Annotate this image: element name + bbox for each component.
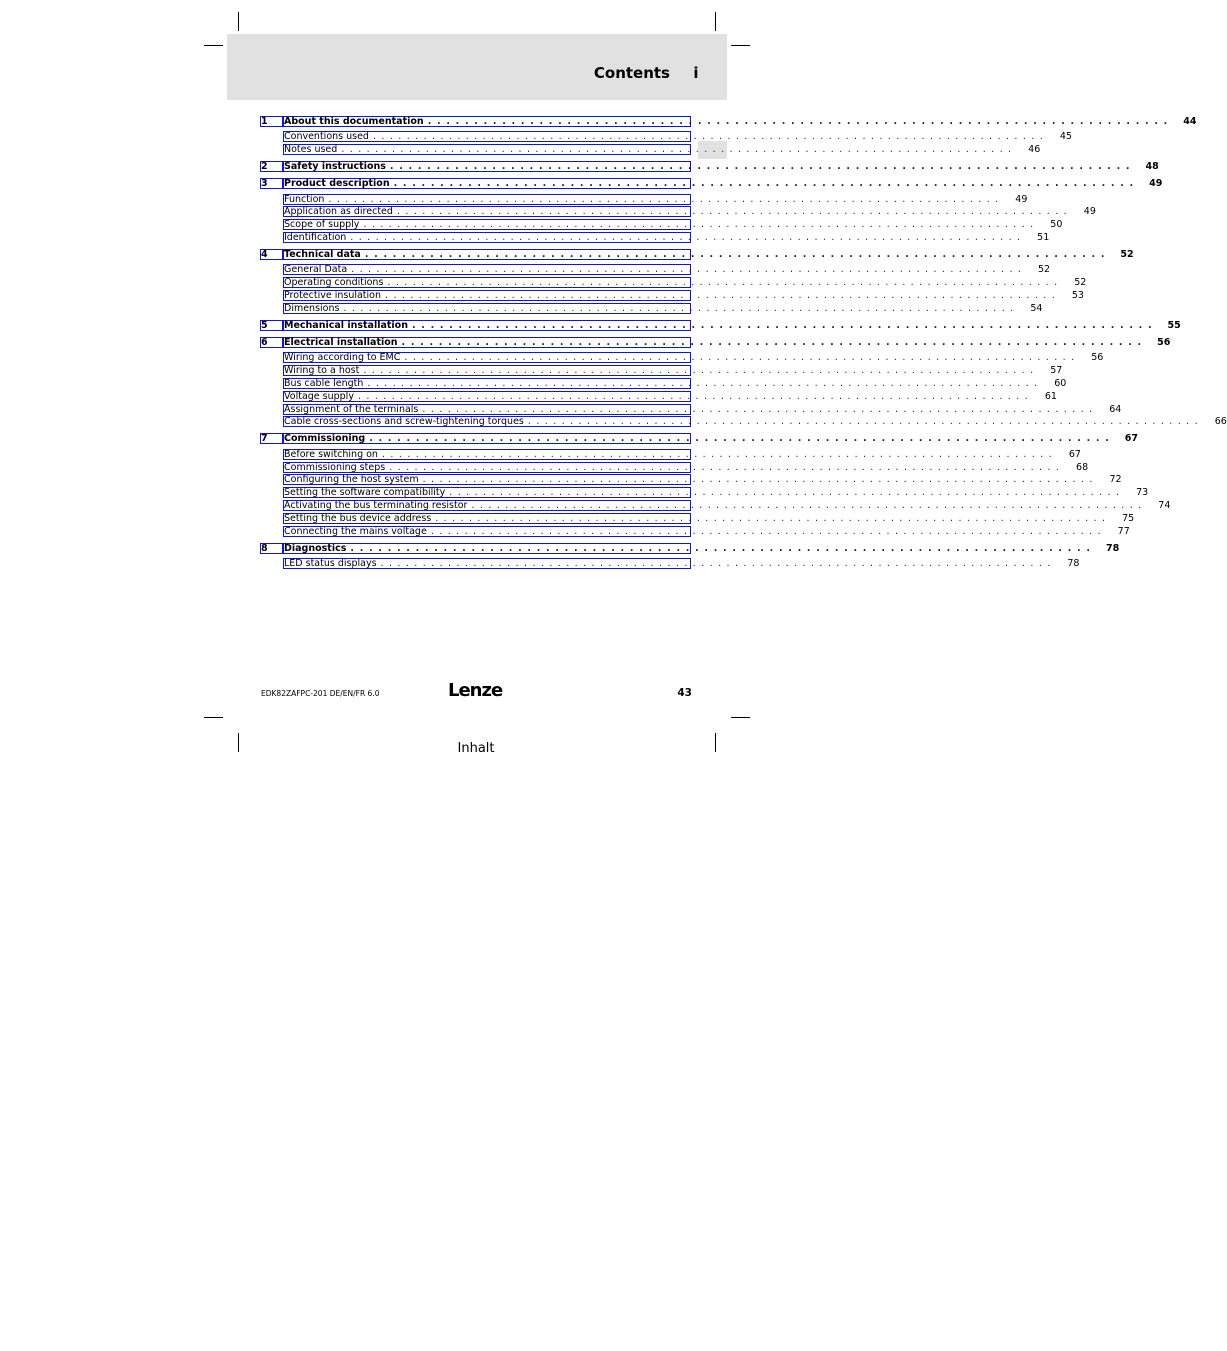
section-number[interactable]: 2	[260, 161, 283, 172]
toc-item-page: 64	[1109, 403, 1122, 415]
toc-item-title: Wiring to a host	[284, 365, 360, 377]
dot-leader: . . . . . . . . . . . . . . . . . . . . . . . . . . . . . . . . . . . . . . . . . . . . . . . . . . . . . . . . . . . . . . . . . . . . . . . . . . . . . . . .	[389, 461, 1061, 473]
toc-section-title: Technical data	[284, 249, 361, 261]
toc-item-title: Voltage supply	[284, 390, 354, 402]
toc-item-title: Setting the software compatibility	[284, 487, 446, 499]
page-number: 43	[677, 687, 692, 699]
toc-section-title: Safety instructions	[284, 161, 386, 173]
toc-item-title: Setting the bus device address	[284, 512, 432, 524]
toc-item[interactable]	[283, 206, 1096, 218]
toc-item-title: Assignment of the terminals	[284, 403, 419, 415]
toc-item-page: 74	[1158, 499, 1171, 511]
crop-mark-bottom-right	[715, 733, 716, 752]
crop-mark-bottom-left-h	[204, 717, 223, 718]
toc-section[interactable]	[283, 433, 1139, 445]
toc-item-title: Cable cross-sections and screw-tightening torques	[284, 416, 524, 428]
dot-leader: . . . . . . . . . . . . . . . . . . . . . . . . . . . . . . . . . . . . . . . . . . . . . . . . . . . . . . . . . . . . . . . . . . . . . . . . . . . . . . . .	[527, 416, 1199, 428]
section-number[interactable]: 4	[260, 249, 283, 260]
toc-section-page: 56	[1157, 337, 1171, 348]
toc-section-page: 52	[1120, 249, 1134, 261]
toc-item-page: 68	[1076, 461, 1089, 473]
dot-leader: . . . . . . . . . . . . . . . . . . . . . . . . . . . . . . . . . . . . . . . . . . . . . . . . . . . . . . . . . . . . . . . . . . . . . . . . . . . . . . . .	[422, 403, 1094, 415]
dot-leader: . . . . . . . . . . . . . . . . . . . . . . . . . . . . . . . . . . . . . . . . . . . . . . . . . . . . . . . . . . . . . . . . . . . . . . . . . . . . . . . .	[367, 377, 1039, 389]
dot-leader: . . . . . . . . . . . . . . . . . . . . . . . . . . . . . . . . . . . . . . . . . . . . . . . . . . . . . . . . . . . . . . . . . . . . . . . . . . . . . . . .	[404, 352, 1076, 364]
toc-item-title: Activating the bus terminating resistor	[284, 499, 468, 511]
toc-item[interactable]	[283, 352, 1104, 364]
dot-leader: . . . . . . . . . . . . . . . . . . . . . . . . . . . . . . . . . . . . . . . . . . . . . . . . . . . . . . . . . . . . . . . . . . . . . . . . . . . . . . . .	[396, 206, 1068, 218]
page-caption: Inhalt	[457, 741, 495, 756]
toc-item[interactable]	[283, 416, 1227, 428]
toc-section[interactable]	[283, 542, 1120, 554]
toc-item-title: Configuring the host system	[284, 474, 419, 486]
toc-item-page: 57	[1050, 365, 1063, 377]
dot-leader: . . . . . . . . . . . . . . . . . . . . . . . . . . . . . . . . . . . . . . . . . . . . . . . . . . . . . . . . . . . . . . . . . . . . . . . . . . . . . . . .	[393, 178, 1135, 190]
toc-item[interactable]	[283, 131, 1072, 143]
toc-item[interactable]	[283, 525, 1130, 537]
toc-item-page: 66	[1214, 416, 1227, 428]
dot-leader: . . . . . . . . . . . . . . . . . . . . . . . . . . . . . . . . . . . . . . . . . . . . . . . . . . . . . . . . . . . . . . . . . . . . . . . . . . . . . . . .	[363, 219, 1035, 231]
toc-section[interactable]	[283, 337, 1171, 348]
toc-item-title: Before switching on	[284, 448, 378, 460]
dot-leader: . . . . . . . . . . . . . . . . . . . . . . . . . . . . . . . . . . . . . . . . . . . . . . . . . . . . . . . . . . . . . . . . . . . . . . . . . . . . . . . .	[350, 232, 1022, 243]
toc-section-title: Diagnostics	[284, 542, 347, 554]
dot-leader: . . . . . . . . . . . . . . . . . . . . . . . . . . . . . . . . . . . . . . . . . . . . . . . . . . . . . . . . . . . . . . . . . . . . . . . . . . . . . . . .	[350, 542, 1092, 554]
toc-item[interactable]	[283, 365, 1063, 377]
toc-item-page: 54	[1030, 302, 1043, 314]
toc-item[interactable]	[283, 487, 1149, 499]
dot-leader: . . . . . . . . . . . . . . . . . . . . . . . . . . . . . . . . . . . . . . . . . . . . . . . . . . . . . . . . . . . . . . . . . . . . . . . . . . . . . . . .	[369, 433, 1111, 445]
dot-leader: . . . . . . . . . . . . . . . . . . . . . . . . . . . . . . . . . . . . . . . . . . . . . . . . . . . . . . . . . . . . . . . . . . . . . . . . . . . . . . . .	[381, 448, 1053, 460]
toc-item-page: 53	[1071, 290, 1084, 301]
toc-item-page: 52	[1074, 277, 1087, 289]
toc-item[interactable]	[283, 474, 1122, 486]
toc-section-page: 67	[1124, 433, 1139, 445]
toc-item[interactable]	[283, 290, 1084, 301]
section-number[interactable]: 7	[260, 433, 283, 444]
toc-item-title: Scope of supply	[284, 219, 360, 231]
toc-item[interactable]	[283, 390, 1057, 402]
toc-item[interactable]	[283, 557, 1080, 569]
toc-item-page: 67	[1068, 448, 1081, 460]
toc-item-page: 49	[1083, 206, 1096, 218]
toc-item-page: 78	[1067, 557, 1080, 569]
toc-item-title: Function	[284, 193, 325, 205]
toc-section-title: Commissioning	[284, 433, 366, 445]
dot-leader: . . . . . . . . . . . . . . . . . . . . . . . . . . . . . . . . . . . . . . . . . . . . . . . . . . . . . . . . . . . . . . . . . . . . . . . . . . . . . . . .	[449, 487, 1121, 499]
toc-item-title: Wiring according to EMC	[284, 352, 401, 364]
toc-item-page: 73	[1136, 487, 1149, 499]
dot-leader: . . . . . . . . . . . . . . . . . . . . . . . . . . . . . . . . . . . . . . . . . . . . . . . . . . . . . . . . . . . . . . . . . . . . . . . . . . . . . . . .	[351, 264, 1023, 276]
toc-item-page: 45	[1059, 131, 1072, 143]
section-number[interactable]: 3	[260, 178, 283, 189]
toc-item[interactable]	[283, 193, 1028, 205]
toc-item[interactable]	[283, 377, 1067, 389]
toc-item-page: 51	[1037, 232, 1050, 243]
toc-section[interactable]	[283, 319, 1181, 331]
toc-section[interactable]	[283, 249, 1134, 261]
toc-section-title: Mechanical installation	[284, 319, 408, 331]
dot-leader: . . . . . . . . . . . . . . . . . . . . . . . . . . . . . . . . . . . . . . . . . . . . . . . . . . . . . . . . . . . . . . . . . . . . . . . . . . . . . . . .	[430, 525, 1102, 537]
toc-section-page: 44	[1183, 116, 1197, 127]
toc-item-title: Protective insulation	[284, 290, 382, 301]
toc-item-title: Commissioning steps	[284, 461, 386, 473]
toc-item-title: Operating conditions	[284, 277, 384, 289]
dot-leader: . . . . . . . . . . . . . . . . . . . . . . . . . . . . . . . . . . . . . . . . . . . . . . . . . . . . . . . . . . . . . . . . . . . . . . . . . . . . . . . .	[357, 390, 1029, 402]
dot-leader: . . . . . . . . . . . . . . . . . . . . . . . . . . . . . . . . . . . . . . . . . . . . . . . . . . . . . . . . . . . . . . . . . . . . . . . . . . . . . . . .	[389, 161, 1131, 173]
toc-item-title: Bus cable length	[284, 377, 364, 389]
section-number[interactable]: 8	[260, 543, 283, 554]
dot-leader: . . . . . . . . . . . . . . . . . . . . . . . . . . . . . . . . . . . . . . . . . . . . . . . . . . . . . . . . . . . . . . . . . . . . . . . . . . . . . . . .	[422, 474, 1094, 486]
toc-item-page: 60	[1054, 377, 1067, 389]
table-of-contents	[0, 0, 1227, 600]
dot-leader: . . . . . . . . . . . . . . . . . . . . . . . . . . . . . . . . . . . . . . . . . . . . . . . . . . . . . . . . . . . . . . . . . . . . . . . . . . . . . . . .	[380, 557, 1052, 569]
toc-item-title: LED status displays	[284, 557, 377, 569]
toc-item-page: 75	[1122, 512, 1135, 524]
dot-leader: . . . . . . . . . . . . . . . . . . . . . . . . . . . . . . . . . . . . . . . . . . . . . . . . . . . . . . . . . . . . . . . . . . . . . . . . . . . . . . . .	[435, 512, 1107, 524]
dot-leader: . . . . . . . . . . . . . . . . . . . . . . . . . . . . . . . . . . . . . . . . . . . . . . . . . . . . . . . . . . . . . . . . . . . . . . . . . . . . . . . .	[328, 193, 1000, 205]
dot-leader: . . . . . . . . . . . . . . . . . . . . . . . . . . . . . . . . . . . . . . . . . . . . . . . . . . . . . . . . . . . . . . . . . . . . . . . . . . . . . . . .	[385, 290, 1056, 301]
dot-leader: . . . . . . . . . . . . . . . . . . . . . . . . . . . . . . . . . . . . . . . . . . . . . . . . . . . . . . . . . . . . . . . . . . . . . . . . . . . . . . . .	[343, 302, 1015, 314]
toc-section-page: 49	[1149, 178, 1163, 190]
section-number[interactable]: 5	[260, 320, 283, 331]
toc-item-title: Notes used	[284, 144, 338, 156]
dot-leader: . . . . . . . . . . . . . . . . . . . . . . . . . . . . . . . . . . . . . . . . . . . . . . . . . . . . . . . . . . . . . . . . . . . . . . . . . . . . . . . .	[427, 116, 1169, 127]
toc-item[interactable]	[283, 448, 1081, 460]
toc-section-page: 78	[1105, 542, 1120, 554]
dot-leader: . . . . . . . . . . . . . . . . . . . . . . . . . . . . . . . . . . . . . . . . . . . . . . . . . . . . . . . . . . . . . . . . . . . . . . . . . . . . . . . .	[471, 499, 1143, 511]
toc-item[interactable]	[283, 264, 1051, 276]
toc-item[interactable]	[283, 499, 1171, 511]
toc-item-page: 46	[1028, 144, 1041, 156]
dot-leader: . . . . . . . . . . . . . . . . . . . . . . . . . . . . . . . . . . . . . . . . . . . . . . . . . . . . . . . . . . . . . . . . . . . . . . . . . . . . . . . .	[341, 144, 1013, 156]
dot-leader: . . . . . . . . . . . . . . . . . . . . . . . . . . . . . . . . . . . . . . . . . . . . . . . . . . . . . . . . . . . . . . . . . . . . . . . . . . . . . . . .	[363, 365, 1035, 377]
dot-leader: . . . . . . . . . . . . . . . . . . . . . . . . . . . . . . . . . . . . . . . . . . . . . . . . . . . . . . . . . . . . . . . . . . . . . . . . . . . . . . . .	[411, 319, 1153, 331]
toc-item[interactable]	[283, 277, 1087, 289]
toc-section[interactable]	[283, 116, 1197, 127]
document-code: EDK82ZAFPC-201 DE/EN/FR 6.0	[261, 689, 380, 698]
dot-leader: . . . . . . . . . . . . . . . . . . . . . . . . . . . . . . . . . . . . . . . . . . . . . . . . . . . . . . . . . . . . . . . . . . . . . . . . . . . . . . . .	[372, 131, 1044, 143]
toc-item-page: 56	[1091, 352, 1104, 364]
toc-item[interactable]	[283, 219, 1063, 231]
crop-mark-bottom-left	[238, 733, 239, 752]
toc-item-title: Dimensions	[284, 302, 340, 314]
toc-section-page: 48	[1145, 161, 1159, 173]
toc-section[interactable]	[283, 178, 1163, 190]
lenze-logo: Lenze	[448, 680, 503, 701]
toc-item-page: 77	[1117, 525, 1130, 537]
toc-item[interactable]	[283, 403, 1122, 415]
page-title: Contents	[593, 64, 670, 82]
toc-section-title: Electrical installation	[284, 337, 398, 348]
toc-item-page: 52	[1038, 264, 1051, 276]
dot-leader: . . . . . . . . . . . . . . . . . . . . . . . . . . . . . . . . . . . . . . . . . . . . . . . . . . . . . . . . . . . . . . . . . . . . . . . . . . . . . . . .	[364, 249, 1106, 261]
dot-leader: . . . . . . . . . . . . . . . . . . . . . . . . . . . . . . . . . . . . . . . . . . . . . . . . . . . . . . . . . . . . . . . . . . . . . . . . . . . . . . . .	[387, 277, 1059, 289]
toc-section-page: 55	[1167, 319, 1181, 331]
toc-item-title: Conventions used	[284, 131, 369, 143]
dot-leader: . . . . . . . . . . . . . . . . . . . . . . . . . . . . . . . . . . . . . . . . . . . . . . . . . . . . . . . . . . . . . . . . . . . . . . . . . . . . . . . .	[401, 337, 1143, 348]
toc-item-page: 50	[1050, 219, 1063, 231]
toc-item-title: Identification	[284, 232, 347, 243]
toc-item-page: 49	[1015, 193, 1028, 205]
section-number[interactable]: 6	[260, 337, 283, 348]
toc-item[interactable]	[283, 461, 1089, 473]
toc-item[interactable]	[283, 144, 1041, 156]
toc-item[interactable]	[283, 512, 1135, 524]
toc-item[interactable]	[283, 232, 1050, 243]
toc-item-title: General Data	[284, 264, 348, 276]
toc-item-page: 61	[1044, 390, 1057, 402]
toc-section[interactable]	[283, 161, 1159, 173]
toc-item-title: Application as directed	[284, 206, 393, 218]
toc-item-title: Connecting the mains voltage	[284, 525, 427, 537]
toc-section-title: Product description	[284, 178, 390, 190]
toc-item-page: 72	[1109, 474, 1122, 486]
chapter-mark: i	[693, 64, 699, 82]
crop-mark-bottom-right-h	[731, 717, 750, 718]
toc-item[interactable]	[283, 302, 1043, 314]
section-number[interactable]: 1	[260, 116, 283, 127]
toc-section-title: About this documentation	[284, 116, 424, 127]
